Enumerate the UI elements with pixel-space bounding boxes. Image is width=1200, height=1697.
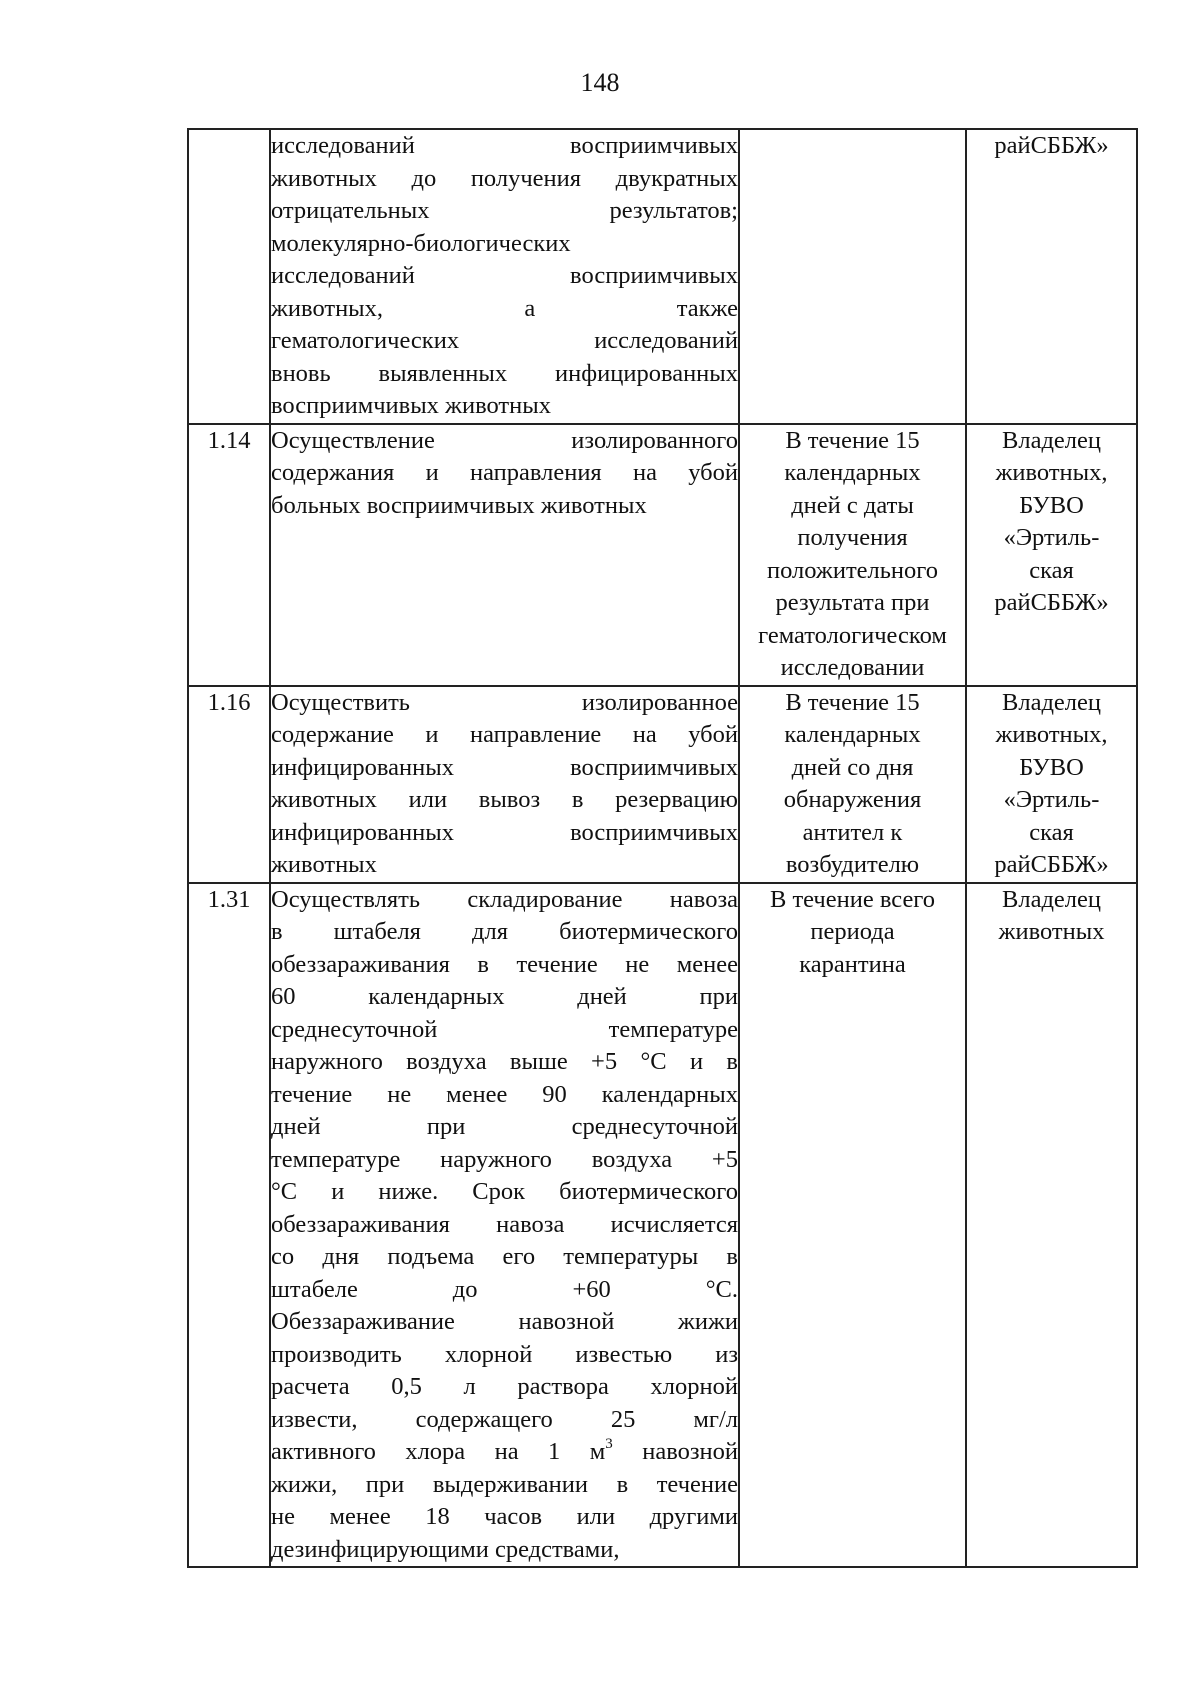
measure-description [270,424,739,686]
text-line: обнаружения [783,786,922,813]
text-line: гематологических исследований [271,327,738,354]
text-line: животных, а также [271,294,738,322]
table-row [188,883,1137,1568]
measure-term [739,883,966,1568]
text-line: животных до получения двукратных [271,164,738,192]
text-line: °С и ниже. Срок биотермического [271,1178,738,1205]
text-line: райСББЖ» [994,589,1109,616]
text-line: В течение всего [769,885,936,913]
text-line: извести, содержащего 25 мг/л [271,1405,738,1433]
superscript: 3 [605,1436,613,1452]
text-line: содержания и направления на убой [271,459,738,486]
text-line: дезинфицирующими средствами, [271,1535,620,1563]
text-line: больных восприимчивых животных [271,491,647,519]
text-line: расчета 0,5 л раствора хлорной [271,1373,738,1400]
text-line [271,1436,738,1469]
text-line: животных, [995,721,1108,748]
text-line: В течение 15 [785,688,920,716]
text-line: инфицированных восприимчивых [271,818,738,846]
text-line: обеззараживания в течение не менее [271,950,738,978]
text-line: дней со дня [791,753,914,781]
row-number: 1.14 [188,424,270,686]
text-line: положительного [767,556,938,584]
text-line: животных [998,918,1105,945]
text-line: наружного воздуха выше +5 °С и в [271,1048,738,1075]
text-line: содержание и направление на убой [271,721,738,748]
text-line: молекулярно-биологических [271,229,571,257]
text-line: периода [810,918,895,945]
text-line: инфицированных восприимчивых [271,753,738,781]
text-line: животных, [995,459,1108,486]
text-line: «Эртиль- [1003,524,1100,551]
text-line: температуре наружного воздуха +5 [271,1145,738,1173]
table-row [188,424,1137,686]
text-line: 60 календарных дней при [271,983,738,1010]
text-line: жижи, при выдерживании в течение [271,1470,738,1498]
measures-table [187,128,1138,1568]
text-line: животных или вывоз в резервацию [271,786,738,813]
text-line: исследовании [780,654,925,681]
text-line: календарных [784,721,921,748]
text-line: Владелец [1002,885,1101,913]
text-line: исследований восприимчивых [271,262,738,289]
row-number [188,129,270,424]
page-number: 148 [580,68,620,97]
text-line: производить хлорной известью из [271,1340,738,1368]
measure-term [739,424,966,686]
text-line: дней при среднесуточной [271,1113,738,1140]
text-line: животных [271,851,377,878]
text-line: вновь выявленных инфицированных [271,359,738,387]
measure-description [270,686,739,883]
text-line: дней с даты [791,491,914,519]
measure-description [270,883,739,1568]
text-line: Владелец [1002,426,1101,454]
measure-responsible [966,686,1137,883]
text-line: отрицательных результатов; [271,197,738,224]
measure-term [739,129,966,424]
text-line: среднесуточной температуре [271,1015,738,1043]
text-line: райСББЖ» [994,132,1109,159]
text-line: не менее 18 часов или другими [271,1503,738,1530]
text-line: в штабеля для биотермического [271,918,738,945]
text-fragment: навозной [642,1438,739,1465]
text-line: получения [797,524,908,551]
measure-term [739,686,966,883]
text-line: В течение 15 [785,426,920,454]
text-line: «Эртиль- [1003,786,1100,813]
text-line: ская [1029,818,1074,846]
table-row [188,129,1137,424]
text-line: течение не менее 90 календарных [271,1080,738,1108]
text-line: БУВО [1019,491,1084,519]
text-line: Осуществление изолированного [271,426,738,454]
text-line: Обеззараживание навозной жижи [271,1308,738,1335]
measure-responsible [966,129,1137,424]
text-line: восприимчивых животных [271,392,551,419]
text-line: карантина [799,950,906,978]
text-line: со дня подъема его температуры в [271,1243,738,1270]
text-fragment: активного хлора на 1 м [271,1438,606,1465]
row-number: 1.31 [188,883,270,1568]
measure-description [270,129,739,424]
row-number: 1.16 [188,686,270,883]
text-line: возбудителю [785,851,920,878]
text-line: Осуществить изолированное [271,688,738,716]
table-row [188,686,1137,883]
measure-responsible [966,883,1137,1568]
text-line: Осуществлять складирование навоза [271,885,738,913]
text-line: БУВО [1019,753,1084,781]
text-line: антител к [802,818,903,846]
text-line: гематологическом [758,621,947,649]
text-line: ская [1029,556,1074,584]
measure-responsible [966,424,1137,686]
text-line: штабеле до +60 °С. [271,1275,738,1303]
text-line: обеззараживания навоза исчисляется [271,1210,738,1238]
text-line: исследований восприимчивых [271,132,738,159]
text-line: Владелец [1002,688,1101,716]
text-line: райСББЖ» [994,851,1109,878]
text-line: результата при [775,589,930,616]
text-line: календарных [784,459,921,486]
